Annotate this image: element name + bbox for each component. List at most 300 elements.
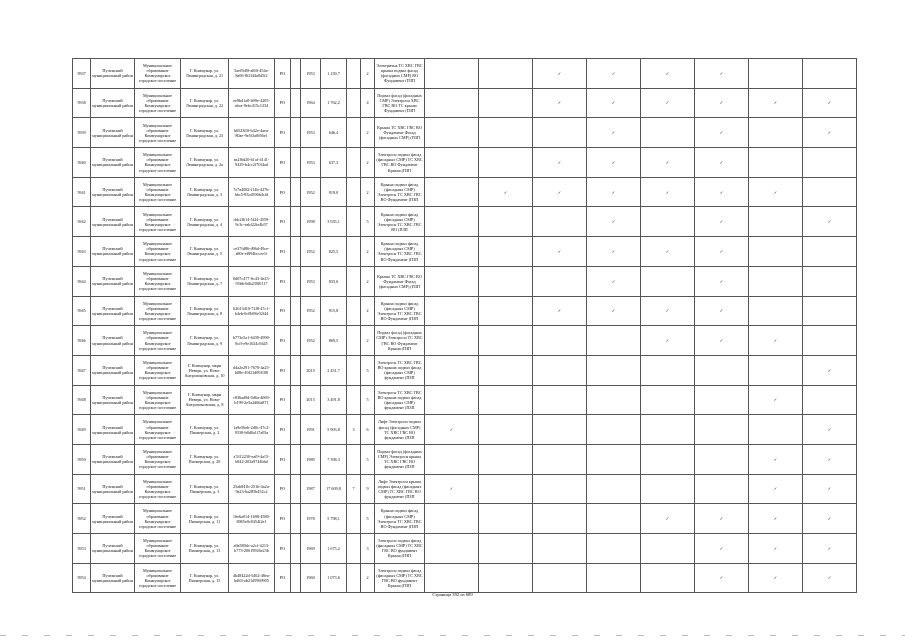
work-mark-cell: [749, 237, 803, 267]
works-cell: Крыша подвал фасад (фасадных СМР) Электросн ТС ХВС ГВС ВО (ПЗП: [375, 207, 425, 237]
checkmark-icon: ✓: [557, 70, 562, 76]
elevators-cell: 3: [347, 415, 361, 445]
checkmark-icon: ✓: [773, 189, 778, 195]
work-mark-cell: [479, 326, 533, 356]
address-cell: Г. Коммунар, ул. Пионерская, д. 11: [181, 504, 229, 534]
address-cell: Г. Коммунар, мкрн Неверь, ул. Ново-Антропоновская, д. 10: [181, 355, 229, 385]
table-row: [73, 118, 857, 148]
district-cell: Пучежский муниципальный район: [91, 148, 135, 178]
area-cell: 637,3: [321, 148, 347, 178]
ro-cell: РО: [275, 296, 291, 326]
municipality-cell: Муниципальное образование Коммунарское городское поселение: [135, 385, 181, 415]
empty-cell: [291, 296, 301, 326]
work-mark-cell: [803, 563, 857, 593]
table-row: [73, 534, 857, 564]
work-mark-cell: [587, 177, 641, 207]
work-mark-cell: [587, 237, 641, 267]
work-mark-cell: [641, 237, 695, 267]
checkmark-icon: ✓: [719, 130, 724, 136]
checkmark-icon: ✓: [773, 575, 778, 581]
row-number: 5949: [73, 415, 91, 445]
work-mark-cell: [749, 355, 803, 385]
table-row: [73, 444, 857, 474]
address-cell: Г. Коммунар, ул. Пионерская, д. 20: [181, 444, 229, 474]
table-row: [73, 266, 857, 296]
district-cell: Пучежский муниципальный район: [91, 563, 135, 593]
checkmark-icon: ✓: [773, 516, 778, 522]
address-cell: Г. Коммунар, ул. Пионерская, д. 13: [181, 534, 229, 564]
checkmark-icon: ✓: [773, 100, 778, 106]
work-mark-cell: [587, 266, 641, 296]
ro-cell: РО: [275, 534, 291, 564]
checkmark-icon: ✓: [719, 337, 724, 343]
stairs-cell: 2: [361, 118, 375, 148]
address-cell: Г. Коммунар, ул. Пионерская, д. 2: [181, 415, 229, 445]
district-cell: Пучежский муниципальный район: [91, 207, 135, 237]
checkmark-icon: ✓: [719, 545, 724, 551]
row-number: 5938: [73, 88, 91, 118]
work-mark-cell: [749, 207, 803, 237]
work-mark-cell: [479, 118, 533, 148]
area-cell: 5 798,1: [321, 504, 347, 534]
stairs-cell: 6: [361, 415, 375, 445]
guid-cell: 1a9e56eb-2d0c-47c2-9330-b8d0a1f7a03a: [229, 415, 275, 445]
year-cell: 2015: [301, 355, 321, 385]
empty-cell: [291, 504, 301, 534]
checkmark-icon: ✓: [719, 575, 724, 581]
ro-cell: РО: [275, 355, 291, 385]
area-cell: 915,8: [321, 296, 347, 326]
municipality-cell: Муниципальное образование Коммунарское городское поселение: [135, 59, 181, 89]
elevators-cell: [347, 118, 361, 148]
work-mark-cell: [479, 59, 533, 89]
municipality-cell: Муниципальное образование Коммунарское городское поселение: [135, 207, 181, 237]
municipality-cell: Муниципальное образование Коммунарское городское поселение: [135, 326, 181, 356]
municipality-cell: Муниципальное образование Коммунарское городское поселение: [135, 415, 181, 445]
work-mark-cell: [533, 148, 587, 178]
work-mark-cell: [425, 207, 479, 237]
checkmark-icon: ✓: [773, 545, 778, 551]
work-mark-cell: [695, 207, 749, 237]
checkmark-icon: ✓: [665, 516, 670, 522]
stairs-cell: 5: [361, 504, 375, 534]
table-row: [73, 355, 857, 385]
checkmark-icon: ✓: [719, 70, 724, 76]
work-mark-cell: [587, 415, 641, 445]
work-mark-cell: [533, 118, 587, 148]
work-mark-cell: [695, 88, 749, 118]
checkmark-icon: ✓: [611, 159, 616, 165]
checkmark-icon: ✓: [827, 516, 832, 522]
municipality-cell: Муниципальное образование Коммунарское городское поселение: [135, 88, 181, 118]
table-row: [73, 148, 857, 178]
checkmark-icon: ✓: [719, 219, 724, 225]
work-mark-cell: [425, 88, 479, 118]
work-mark-cell: [425, 148, 479, 178]
work-mark-cell: [425, 177, 479, 207]
work-mark-cell: [695, 296, 749, 326]
work-mark-cell: [749, 118, 803, 148]
guid-cell: b6523f0f-b42e-4aea-80ae-9e5f3a0f66e1: [229, 118, 275, 148]
district-cell: Пучежский муниципальный район: [91, 296, 135, 326]
elevators-cell: [347, 355, 361, 385]
work-mark-cell: [749, 385, 803, 415]
district-cell: Пучежский муниципальный район: [91, 385, 135, 415]
work-mark-cell: [803, 504, 857, 534]
work-mark-cell: [641, 207, 695, 237]
work-mark-cell: [587, 563, 641, 593]
elevators-cell: [347, 563, 361, 593]
guid-cell: 62613d10-72f8-47c1-b4eb-0c0b98c02f44: [229, 296, 275, 326]
elevators-cell: [347, 296, 361, 326]
row-number: 5945: [73, 296, 91, 326]
work-mark-cell: [533, 296, 587, 326]
area-cell: 1 239,7: [321, 59, 347, 89]
elevators-cell: [347, 177, 361, 207]
work-mark-cell: [695, 534, 749, 564]
area-cell: 869,5: [321, 326, 347, 356]
guid-cell: 0d07c477-6c43-4e23-95bb-0db239f0117: [229, 266, 275, 296]
checkmark-icon: ✓: [827, 219, 832, 225]
works-cell: Лифт Электросн подвал фасад (фасадных СМР) ТС ХВС ГВС ВО фундамент (ПЗП: [375, 415, 425, 445]
work-mark-cell: [425, 563, 479, 593]
page-footer: Страница 392 из 689: [432, 592, 473, 597]
work-mark-cell: [425, 355, 479, 385]
work-mark-cell: [533, 415, 587, 445]
work-mark-cell: [479, 296, 533, 326]
row-number: 5948: [73, 385, 91, 415]
work-mark-cell: [695, 474, 749, 504]
work-mark-cell: [479, 534, 533, 564]
address-cell: Г. Коммунар, ул. Ленинградская, д. 4: [181, 207, 229, 237]
year-cell: 1991: [301, 415, 321, 445]
address-cell: Г. Коммунар, ул. Ленинградская, д. 3: [181, 177, 229, 207]
checkmark-icon: ✓: [611, 219, 616, 225]
stairs-cell: 5: [361, 444, 375, 474]
address-cell: Г. Коммунар, ул. Пионерская, д. 15: [181, 563, 229, 593]
checkmark-icon: ✓: [827, 100, 832, 106]
checkmark-icon: ✓: [611, 248, 616, 254]
address-cell: Г. Коммунар, ул. Ленинградская, д. 7: [181, 266, 229, 296]
municipality-cell: Муниципальное образование Коммунарское городское поселение: [135, 266, 181, 296]
address-cell: Г. Коммунар, ул. Ленинградская, д. 9: [181, 326, 229, 356]
work-mark-cell: [803, 444, 857, 474]
work-mark-cell: [479, 504, 533, 534]
work-mark-cell: [587, 326, 641, 356]
work-mark-cell: [479, 474, 533, 504]
work-mark-cell: [695, 415, 749, 445]
empty-cell: [291, 415, 301, 445]
table-body: [73, 59, 857, 593]
district-cell: Пучежский муниципальный район: [91, 59, 135, 89]
checkmark-icon: ✓: [557, 159, 562, 165]
elevators-cell: [347, 444, 361, 474]
district-cell: Пучежский муниципальный район: [91, 534, 135, 564]
checkmark-icon: ✓: [665, 308, 670, 314]
area-cell: 5 903,8: [321, 415, 347, 445]
work-mark-cell: [803, 59, 857, 89]
table-row: [73, 415, 857, 445]
ro-cell: РО: [275, 59, 291, 89]
stairs-cell: 2: [361, 237, 375, 267]
guid-cell: 4b48422d-5462-48ea-bd63-ab21d5969905: [229, 563, 275, 593]
guid-cell: c836ad9d-0d6a-4069-b199-2e5a2d66a871: [229, 385, 275, 415]
work-mark-cell: [803, 177, 857, 207]
checkmark-icon: ✓: [611, 189, 616, 195]
work-mark-cell: [695, 444, 749, 474]
checkmark-icon: ✓: [719, 189, 724, 195]
year-cell: 1998: [301, 207, 321, 237]
works-cell: Электросн подвал фасад (фасадных СМР) ТС ХВС ГВС ВО фундамент Крыша (ПЗП: [375, 563, 425, 593]
district-cell: Пучежский муниципальный район: [91, 118, 135, 148]
municipality-cell: Муниципальное образование Коммунарское городское поселение: [135, 177, 181, 207]
address-cell: Г. Коммунар, ул. Ленинградская, д. 2а: [181, 148, 229, 178]
work-mark-cell: [533, 237, 587, 267]
guid-cell: 7e7a4082-f14b-427b-bbc5-83cd596b4cfd: [229, 177, 275, 207]
address-cell: Г. Коммунар, ул. Ленинградская, д. 23: [181, 118, 229, 148]
checkmark-icon: ✓: [719, 516, 724, 522]
ro-cell: РО: [275, 88, 291, 118]
row-number: 5943: [73, 237, 91, 267]
year-cell: 1964: [301, 88, 321, 118]
stairs-cell: 2: [361, 563, 375, 593]
empty-cell: [291, 59, 301, 89]
work-mark-cell: [425, 237, 479, 267]
works-cell: Электрична ТС ХВС ГВС крыша подвал фасад (фасадных СМР) ВО Фундамент (ПЗП: [375, 59, 425, 89]
work-mark-cell: [533, 59, 587, 89]
checkmark-icon: ✓: [557, 308, 562, 314]
empty-cell: [291, 534, 301, 564]
work-mark-cell: [803, 355, 857, 385]
checkmark-icon: ✓: [827, 427, 832, 433]
work-mark-cell: [749, 474, 803, 504]
checkmark-icon: ✓: [665, 189, 670, 195]
area-cell: 1 762,2: [321, 88, 347, 118]
guid-cell: ddc2f614-5f24-4559-9c3c-eabf22fe4b57: [229, 207, 275, 237]
elevators-cell: [347, 504, 361, 534]
guid-cell: ea2f6d20-b1af-4141-9429-b4cc2f70f4ad: [229, 148, 275, 178]
work-mark-cell: [749, 88, 803, 118]
work-mark-cell: [425, 385, 479, 415]
empty-cell: [291, 237, 301, 267]
address-cell: Г. Коммунар, ул. Ленинградская, д. 21: [181, 59, 229, 89]
work-mark-cell: [749, 326, 803, 356]
elevators-cell: [347, 385, 361, 415]
municipality-cell: Муниципальное образование Коммунарское городское поселение: [135, 534, 181, 564]
stairs-cell: 2: [361, 266, 375, 296]
ro-cell: РО: [275, 444, 291, 474]
works-cell: Крыша ТС ХВС ГВС ВО Фундамент Фасад (фасадных СМР) (ПЗП: [375, 118, 425, 148]
year-cell: 1969: [301, 534, 321, 564]
checkmark-icon: ✓: [719, 248, 724, 254]
elevators-cell: [347, 59, 361, 89]
checkmark-icon: ✓: [557, 248, 562, 254]
work-mark-cell: [479, 148, 533, 178]
stairs-cell: 2: [361, 326, 375, 356]
year-cell: 2013: [301, 385, 321, 415]
work-mark-cell: [587, 474, 641, 504]
checkmark-icon: ✓: [719, 308, 724, 314]
work-mark-cell: [479, 237, 533, 267]
work-mark-cell: [803, 266, 857, 296]
area-cell: 835,6: [321, 266, 347, 296]
work-mark-cell: [587, 385, 641, 415]
work-mark-cell: [749, 563, 803, 593]
work-mark-cell: [533, 88, 587, 118]
stairs-cell: 5: [361, 207, 375, 237]
work-mark-cell: [587, 207, 641, 237]
work-mark-cell: [533, 326, 587, 356]
stairs-cell: 5: [361, 355, 375, 385]
checkmark-icon: ✓: [773, 456, 778, 462]
address-cell: Г. Коммунар, ул. Пионерская, д. 3: [181, 474, 229, 504]
row-number: 5941: [73, 177, 91, 207]
checkmark-icon: ✓: [827, 486, 832, 492]
area-cell: 1 675,2: [321, 534, 347, 564]
address-cell: Г. Коммунар, ул. Ленинградская, д. 8: [181, 296, 229, 326]
work-mark-cell: [803, 534, 857, 564]
row-number: 5952: [73, 504, 91, 534]
housing-register-table: [72, 58, 857, 593]
district-cell: Пучежский муниципальный район: [91, 444, 135, 474]
work-mark-cell: [803, 118, 857, 148]
elevators-cell: [347, 88, 361, 118]
district-cell: Пучежский муниципальный район: [91, 88, 135, 118]
checkmark-icon: ✓: [665, 100, 670, 106]
work-mark-cell: [641, 474, 695, 504]
checkmark-icon: ✓: [827, 130, 832, 136]
work-mark-cell: [479, 444, 533, 474]
works-cell: Подвал фасад (фасадных СМР) Электросн крыша ТС ХВС ГВС ВО фундамент (ПЗП: [375, 444, 425, 474]
work-mark-cell: [695, 326, 749, 356]
work-mark-cell: [641, 88, 695, 118]
year-cell: 1953: [301, 59, 321, 89]
work-mark-cell: [479, 355, 533, 385]
work-mark-cell: [587, 534, 641, 564]
work-mark-cell: [479, 266, 533, 296]
work-mark-cell: [533, 474, 587, 504]
empty-cell: [291, 88, 301, 118]
work-mark-cell: [803, 207, 857, 237]
table-row: [73, 207, 857, 237]
work-mark-cell: [533, 266, 587, 296]
guid-cell: 16e6a014-1698-4580-8065e0c8454f2e1: [229, 504, 275, 534]
work-mark-cell: [533, 355, 587, 385]
elevators-cell: [347, 326, 361, 356]
ro-cell: РО: [275, 474, 291, 504]
work-mark-cell: [641, 534, 695, 564]
checkmark-icon: ✓: [557, 100, 562, 106]
work-mark-cell: [641, 148, 695, 178]
work-mark-cell: [641, 177, 695, 207]
empty-cell: [291, 444, 301, 474]
table-row: [73, 504, 857, 534]
area-cell: 17 609,8: [321, 474, 347, 504]
ro-cell: РО: [275, 415, 291, 445]
work-mark-cell: [695, 563, 749, 593]
district-cell: Пучежский муниципальный район: [91, 415, 135, 445]
elevators-cell: [347, 237, 361, 267]
district-cell: Пучежский муниципальный район: [91, 355, 135, 385]
table-row: [73, 385, 857, 415]
address-cell: Г. Коммунар, ул. Ленинградская, д. 5: [181, 237, 229, 267]
elevators-cell: [347, 534, 361, 564]
work-mark-cell: [749, 504, 803, 534]
works-cell: Электросн подвал фасад (фасадных СМР) ТС ХВС ГВС ВО Фундамент Крыша (ПЗП: [375, 148, 425, 178]
checkmark-icon: ✓: [773, 486, 778, 492]
work-mark-cell: [533, 207, 587, 237]
work-mark-cell: [803, 148, 857, 178]
work-mark-cell: [641, 504, 695, 534]
year-cell: 1952: [301, 177, 321, 207]
work-mark-cell: [803, 237, 857, 267]
work-mark-cell: [803, 296, 857, 326]
work-mark-cell: [533, 444, 587, 474]
checkmark-icon: ✓: [611, 130, 616, 136]
elevators-cell: 7: [347, 474, 361, 504]
work-mark-cell: [641, 563, 695, 593]
elevators-cell: [347, 148, 361, 178]
municipality-cell: Муниципальное образование Коммунарское городское поселение: [135, 237, 181, 267]
work-mark-cell: [425, 59, 479, 89]
works-cell: Электросн подвал фасад (фасадных СМР) ТС ХВС ГВС ВО фундамент Крыша (ПЗП: [375, 534, 425, 564]
stairs-cell: 2: [361, 296, 375, 326]
checkmark-icon: ✓: [827, 456, 832, 462]
work-mark-cell: [695, 504, 749, 534]
row-number: 5950: [73, 444, 91, 474]
ro-cell: РО: [275, 148, 291, 178]
work-mark-cell: [641, 266, 695, 296]
district-cell: Пучежский муниципальный район: [91, 237, 135, 267]
work-mark-cell: [479, 563, 533, 593]
work-mark-cell: [749, 148, 803, 178]
empty-cell: [291, 326, 301, 356]
table-row: [73, 326, 857, 356]
empty-cell: [291, 148, 301, 178]
guid-cell: b773e5a1-6439-4990-8cff-e9e1024c9445: [229, 326, 275, 356]
guid-cell: d4a2e291-7670-4a25-b08e-49f21d09f108: [229, 355, 275, 385]
empty-cell: [291, 355, 301, 385]
works-cell: Подвал фасад (фасадных СМР) Электросн ТС ХВС ГВС ВО Фундамент Крыша (ПЗП: [375, 326, 425, 356]
work-mark-cell: [641, 355, 695, 385]
work-mark-cell: [695, 237, 749, 267]
work-mark-cell: [425, 444, 479, 474]
address-cell: Г. Коммунар, мкрн Неверь, ул. Ново-Антропоновская, д. 8: [181, 385, 229, 415]
works-cell: Электросн ТС ХВС ГВС ВО крыша подвал фасад (фасадных СМР) фундамент (ПЗП: [375, 385, 425, 415]
work-mark-cell: [479, 88, 533, 118]
work-mark-cell: [533, 534, 587, 564]
checkmark-icon: ✓: [773, 397, 778, 403]
stairs-cell: 2: [361, 177, 375, 207]
work-mark-cell: [695, 266, 749, 296]
work-mark-cell: [587, 355, 641, 385]
ro-cell: РО: [275, 385, 291, 415]
scan-artifact-line: [0, 635, 905, 636]
work-mark-cell: [749, 59, 803, 89]
guid-cell: a7d12230-eaf9-4a15-b842-203a9744bbd: [229, 444, 275, 474]
row-number: 5937: [73, 59, 91, 89]
work-mark-cell: [479, 177, 533, 207]
works-cell: Крыша ТС ХВС ГВС ВО Фундамент Фасад (фасадных СМР) (ПЗП: [375, 266, 425, 296]
table-row: [73, 474, 857, 504]
work-mark-cell: [425, 266, 479, 296]
work-mark-cell: [587, 88, 641, 118]
row-number: 5947: [73, 355, 91, 385]
area-cell: 825,5: [321, 237, 347, 267]
stairs-cell: 2: [361, 148, 375, 178]
stairs-cell: 4: [361, 88, 375, 118]
work-mark-cell: [695, 118, 749, 148]
